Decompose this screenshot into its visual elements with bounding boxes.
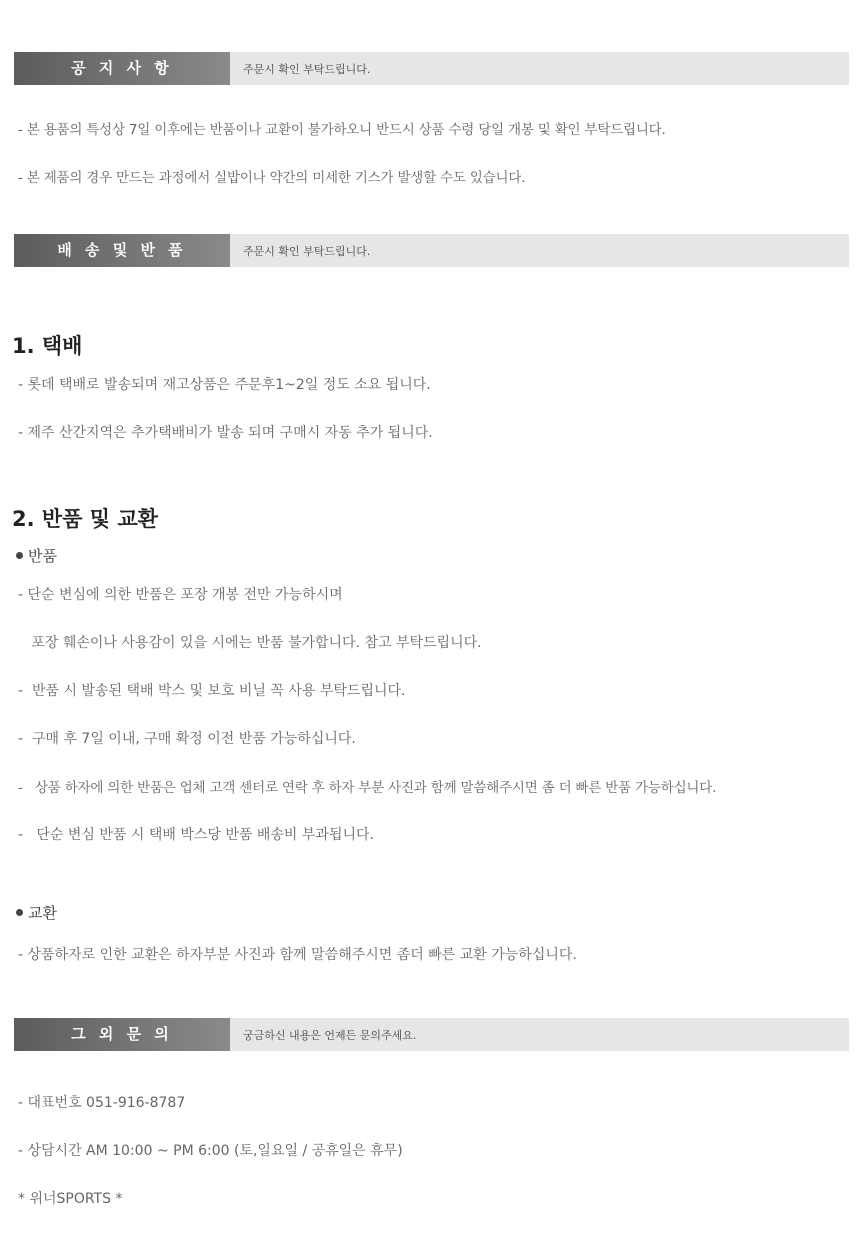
- shipping-header-label: 배 송 및 반 품: [14, 234, 230, 267]
- return-line: - 단순 변심에 의한 반품은 포장 개봉 전만 가능하시며: [18, 587, 343, 603]
- exchange-subheading: [16, 902, 57, 923]
- notice-header-note: 주문시 확인 부탁드립니다.: [243, 63, 371, 76]
- notice-line: - 본 제품의 경우 만드는 과정에서 실밥이나 약간의 미세한 기스가 발생할 수도 있습니다.: [18, 170, 526, 186]
- exchange-subheading-label: 교환: [28, 904, 57, 922]
- delivery-heading: 1. 택배: [12, 334, 83, 358]
- return-line: - 구매 후 7일 이내, 구매 확정 이전 반품 가능하십니다.: [18, 731, 356, 747]
- contact-header-label: 그 외 문 의: [14, 1018, 230, 1051]
- return-subheading-label: 반품: [28, 547, 57, 565]
- return-line: - 단순 변심 반품 시 택배 박스당 반품 배송비 부과됩니다.: [18, 827, 374, 843]
- contact-phone: - 대표번호 051-916-8787: [18, 1095, 186, 1111]
- contact-header-note: 궁금하신 내용은 언제든 문의주세요.: [243, 1029, 417, 1042]
- return-line: 포장 훼손이나 사용감이 있을 시에는 반품 불가합니다. 참고 부탁드립니다.: [18, 635, 482, 651]
- shipping-header-note: 주문시 확인 부탁드립니다.: [243, 245, 371, 258]
- notice-line: - 본 용품의 특성상 7일 이후에는 반품이나 교환이 불가하오니 반드시 상품 수령 당일 개봉 및 확인 부탁드립니다.: [18, 122, 666, 138]
- return-subheading: [16, 545, 57, 566]
- return-line: - 상품 하자에 의한 반품은 업체 고객 센터로 연락 후 하자 부분 사진과 함께 말씀해주시면 좀 더 빠른 반품 가능하십니다.: [18, 780, 717, 796]
- contact-brand: * 위너SPORTS *: [18, 1191, 123, 1207]
- delivery-line: - 롯데 택배로 발송되며 재고상품은 주문후1~2일 정도 소요 됩니다.: [18, 377, 431, 393]
- exchange-line: - 상품하자로 인한 교환은 하자부분 사진과 함께 말씀해주시면 좀더 빠른 교환 가능하십니다.: [18, 947, 577, 963]
- return-line: - 반품 시 발송된 택배 박스 및 보호 비닐 꼭 사용 부탁드립니다.: [18, 683, 406, 699]
- notice-header-bar: [14, 52, 849, 85]
- delivery-line: - 제주 산간지역은 추가택배비가 발송 되며 구매시 자동 추가 됩니다.: [18, 425, 433, 441]
- notice-header-label: 공 지 사 항: [14, 52, 230, 85]
- contact-header-bar: [14, 1018, 849, 1051]
- shipping-header-bar: [14, 234, 849, 267]
- bullet-icon: [16, 552, 23, 559]
- returns-heading: 2. 반품 및 교환: [12, 507, 158, 531]
- bullet-icon: [16, 909, 23, 916]
- contact-hours: - 상담시간 AM 10:00 ~ PM 6:00 (토,일요일 / 공휴일은 휴무): [18, 1143, 403, 1159]
